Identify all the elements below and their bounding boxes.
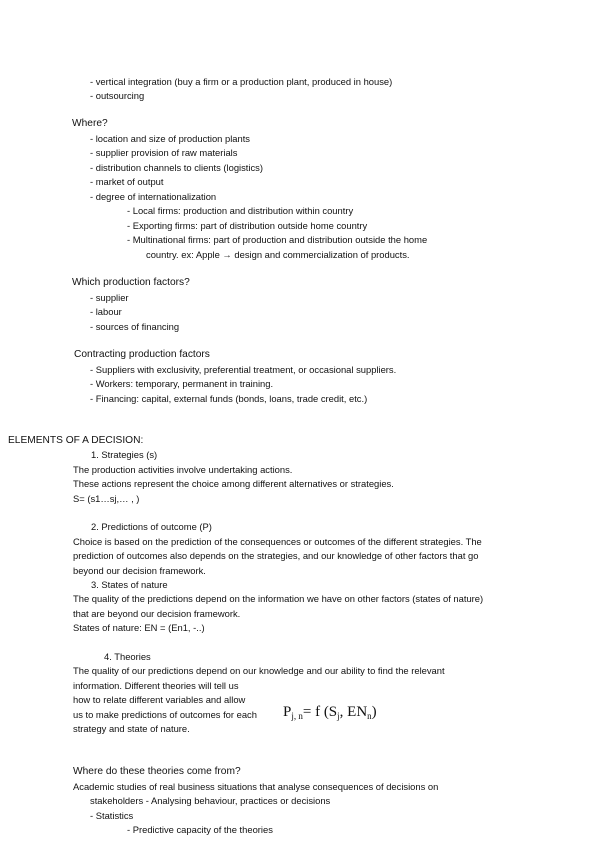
section-heading-elements: ELEMENTS OF A DECISION:: [8, 435, 144, 446]
sub-list-item: - Local firms: production and distribution within country: [127, 205, 354, 216]
body-line: The quality of the predictions depend on the information we have on other factors (states of nature): [73, 593, 484, 604]
formula-en: , EN: [339, 704, 368, 720]
body-line: information. Different theories will tell us: [73, 680, 239, 691]
formula-close: ): [371, 704, 377, 720]
formula-equals: = f (S: [302, 704, 338, 720]
prediction-formula: [283, 704, 377, 721]
subsection-title-strategies: 1. Strategies (s): [91, 449, 158, 460]
body-line: Choice is based on the prediction of the consequences or outcomes of the different strategies. The: [73, 536, 482, 547]
body-line: The production activities involve undertaking actions.: [73, 464, 293, 475]
sub-list-item: - Multinational firms: part of production and distribution outside the home: [127, 234, 428, 245]
list-item: - Workers: temporary, permanent in training.: [90, 378, 274, 389]
section-heading-origin: Where do these theories come from?: [73, 766, 241, 777]
list-item: - distribution channels to clients (logistics): [90, 162, 263, 173]
body-line: States of nature: EN = (En1, -..): [73, 622, 205, 633]
body-line: us to make predictions of outcomes for each: [73, 709, 257, 720]
body-line: how to relate different variables and allow: [73, 694, 246, 705]
list-item: - market of output: [90, 176, 164, 187]
list-item: - supplier provision of raw materials: [90, 147, 238, 158]
list-item: - degree of internationalization: [90, 191, 217, 202]
body-line: Academic studies of real business situations that analyse consequences of decisions on: [73, 781, 439, 792]
list-item: - supplier: [90, 292, 129, 303]
sub-list-item-continuation: country. ex: Apple → design and commercialization of products.: [146, 249, 410, 260]
formula-en-subscript: n: [367, 711, 372, 721]
formula-p-subscript: j, n: [291, 711, 303, 721]
section-heading-contracting: Contracting production factors: [74, 349, 210, 360]
body-line: strategy and state of nature.: [73, 723, 190, 734]
body-line: prediction of outcomes also depends on the strategies, and our knowledge of other factors that go: [73, 550, 479, 561]
sub-list-item: - Exporting firms: part of distribution outside home country: [127, 220, 368, 231]
list-item: - labour: [90, 306, 122, 317]
list-item: - Financing: capital, external funds (bonds, loans, trade credit, etc.): [90, 393, 368, 404]
subsection-title-states: 3. States of nature: [91, 579, 168, 590]
body-line: that are beyond our decision framework.: [73, 608, 241, 619]
formula-p: P: [283, 704, 292, 720]
body-line: The quality of our predictions depend on our knowledge and our ability to find the relevant: [73, 665, 445, 676]
list-item: - location and size of production plants: [90, 133, 250, 144]
list-item: - Statistics: [90, 810, 134, 821]
body-line: stakeholders - Analysing behaviour, practices or decisions: [90, 795, 331, 806]
body-line: These actions represent the choice among different alternatives or strategies.: [73, 478, 394, 489]
section-heading-where: Where?: [72, 118, 108, 129]
formula-s-subscript: j: [337, 711, 340, 721]
subsection-title-predictions: 2. Predictions of outcome (P): [91, 521, 212, 532]
sub-list-item: - Predictive capacity of the theories: [127, 824, 273, 835]
body-line: beyond our decision framework.: [73, 565, 206, 576]
body-line: S= (s1…sj,… , ): [73, 493, 140, 504]
list-item: - vertical integration (buy a firm or a production plant, produced in house): [90, 76, 393, 87]
subsection-title-theories: 4. Theories: [104, 651, 151, 662]
list-item: - Suppliers with exclusivity, preferential treatment, or occasional suppliers.: [90, 364, 397, 375]
list-item: - sources of financing: [90, 321, 180, 332]
section-heading-factors: Which production factors?: [72, 277, 190, 288]
list-item: - outsourcing: [90, 90, 145, 101]
